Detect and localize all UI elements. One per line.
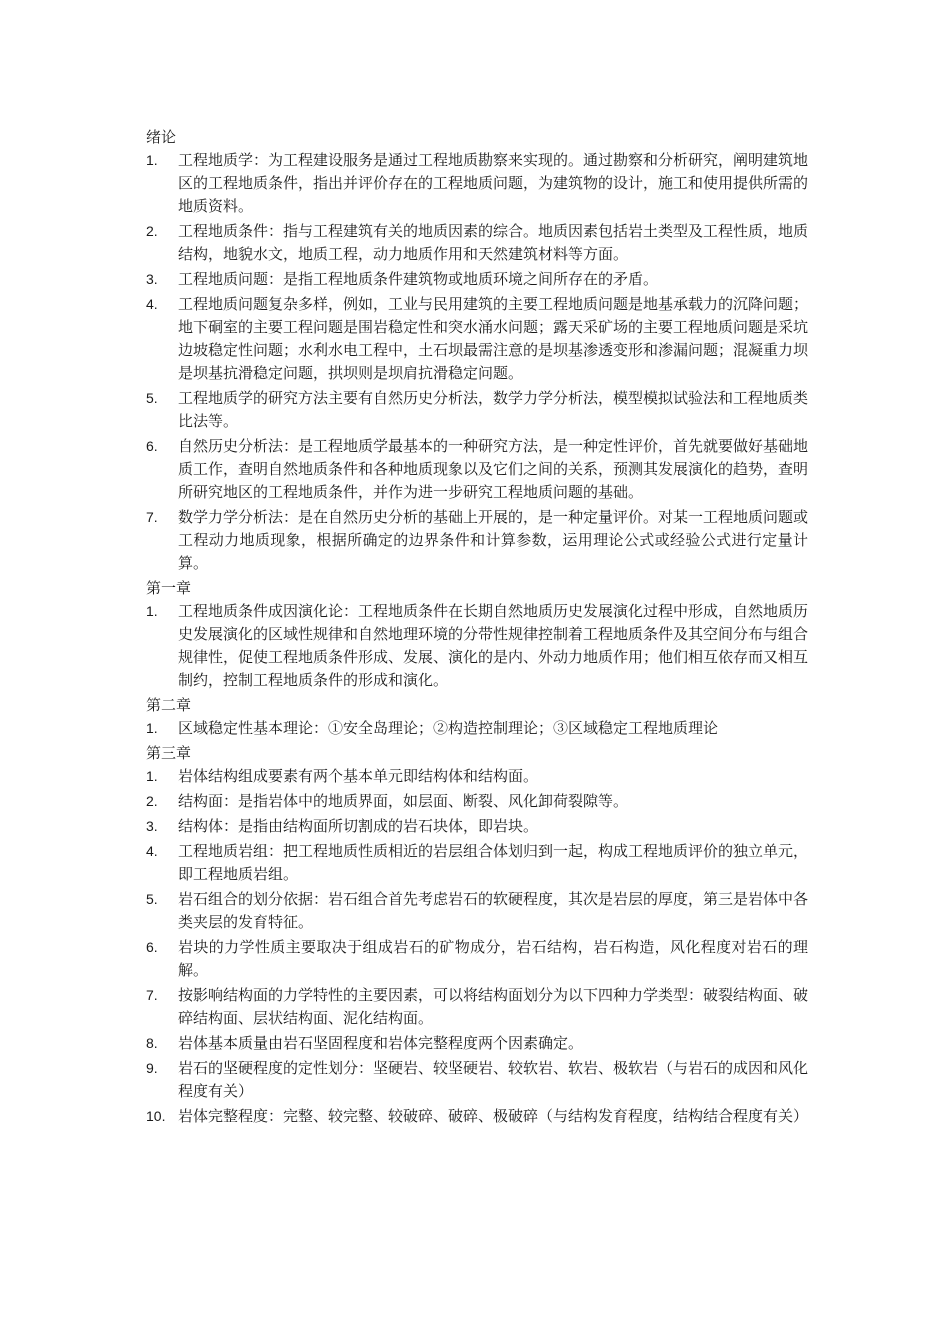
item-number: 5.	[146, 390, 158, 406]
item-number: 4.	[146, 296, 158, 312]
section-list	[146, 149, 808, 575]
item-number: 7.	[146, 987, 158, 1003]
item-number: 3.	[146, 271, 158, 287]
item-number: 9.	[146, 1060, 158, 1076]
section-heading: 第三章	[146, 744, 192, 762]
item-number: 1.	[146, 152, 158, 168]
item-text: 结构体：是指由结构面所切割成的岩石块体，即岩块。	[178, 817, 539, 835]
item-text: 岩体结构组成要素有两个基本单元即结构体和结构面。	[178, 767, 539, 785]
list-item	[146, 984, 808, 1030]
item-text: 工程地质岩组：把工程地质性质相近的岩层组合体划归到一起，构成工程地质评价的独立单元，即工程地质岩组。	[178, 842, 809, 883]
item-text: 岩石的坚硬程度的定性划分：坚硬岩、较坚硬岩、较软岩、软岩、极软岩（与岩石的成因和风化程度有关）	[178, 1059, 809, 1100]
item-text: 工程地质问题：是指工程地质条件建筑物或地质环境之间所存在的矛盾。	[178, 270, 659, 288]
item-text: 工程地质条件：指与工程建筑有关的地质因素的综合。地质因素包括岩土类型及工程性质，地质结构，地貌水文，地质工程，动力地质作用和天然建筑材料等方面。	[178, 222, 809, 263]
item-number: 2.	[146, 793, 158, 809]
section-heading: 绪论	[146, 128, 177, 146]
list-item	[146, 936, 808, 982]
list-item	[146, 435, 808, 504]
item-text: 工程地质学：为工程建设服务是通过工程地质勘察来实现的。通过勘察和分析研究，阐明建筑地区的工程地质条件，指出并评价存在的工程地质问题，为建筑物的设计，施工和使用提供所需的地质资料。	[178, 151, 809, 215]
section-list	[146, 600, 808, 692]
section-chapter-1	[146, 577, 808, 692]
item-text: 岩体基本质量由岩石坚固程度和岩体完整程度两个因素确定。	[178, 1034, 584, 1052]
item-text: 按影响结构面的力学特性的主要因素，可以将结构面划分为以下四种力学类型：破裂结构面、破碎结构面、层状结构面、泥化结构面。	[178, 986, 809, 1027]
item-number: 1.	[146, 768, 158, 784]
list-item	[146, 1057, 808, 1103]
item-text: 岩体完整程度：完整、较完整、较破碎、破碎、极破碎（与结构发育程度，结构结合程度有关）	[178, 1107, 809, 1125]
item-number: 8.	[146, 1035, 158, 1051]
item-text: 工程地质学的研究方法主要有自然历史分析法，数学力学分析法，模型模拟试验法和工程地质类比法等。	[178, 389, 809, 430]
list-item	[146, 815, 808, 838]
section-list	[146, 765, 808, 1128]
item-text: 自然历史分析法：是工程地质学最基本的一种研究方法，是一种定性评价，首先就要做好基础地质工作，查明自然地质条件和各种地质现象以及它们之间的关系，预测其发展演化的趋势，查明所研究地区的工程地质条件，并作为进一步研究工程地质问题的基础。	[178, 437, 809, 501]
section-heading: 第二章	[146, 696, 192, 714]
section-chapter-2	[146, 694, 808, 740]
list-item	[146, 293, 808, 385]
item-number: 1.	[146, 603, 158, 619]
list-item	[146, 600, 808, 692]
item-text: 岩石组合的划分依据：岩石组合首先考虑岩石的软硬程度，其次是岩层的厚度，第三是岩体中各类夹层的发育特征。	[178, 890, 809, 931]
list-item	[146, 717, 808, 740]
item-number: 3.	[146, 818, 158, 834]
item-text: 工程地质条件成因演化论：工程地质条件在长期自然地质历史发展演化过程中形成，自然地质历史发展演化的区域性规律和自然地理环境的分带性规律控制着工程地质条件及其空间分布与组合规律性，促使工程地质条件形成、发展、演化的是内、外动力地质作用；他们相互依存而又相互制约，控制工程地质条件的形成和演化。	[178, 602, 809, 689]
item-text: 结构面：是指岩体中的地质界面，如层面、断裂、风化卸荷裂隙等。	[178, 792, 629, 810]
item-number: 4.	[146, 843, 158, 859]
item-number: 10.	[146, 1108, 166, 1124]
item-number: 5.	[146, 891, 158, 907]
item-number: 2.	[146, 223, 158, 239]
item-number: 6.	[146, 438, 158, 454]
item-text: 数学力学分析法：是在自然历史分析的基础上开展的，是一种定量评价。对某一工程地质问题或工程动力地质现象，根据所确定的边界条件和计算参数，运用理论公式或经验公式进行定量计算。	[178, 508, 809, 572]
list-item	[146, 888, 808, 934]
list-item	[146, 765, 808, 788]
list-item	[146, 506, 808, 575]
list-item	[146, 790, 808, 813]
section-intro	[146, 126, 808, 575]
list-item	[146, 149, 808, 218]
section-list	[146, 717, 808, 740]
list-item	[146, 1032, 808, 1055]
list-item	[146, 387, 808, 433]
list-item	[146, 268, 808, 291]
item-text: 工程地质问题复杂多样，例如，工业与民用建筑的主要工程地质问题是地基承载力的沉降问题；地下硐室的主要工程问题是围岩稳定性和突水涌水问题；露天采矿场的主要工程地质问题是采坑边坡稳定性问题；水利水电工程中，土石坝最需注意的是坝基渗透变形和渗漏问题；混凝重力坝是坝基抗滑稳定问题，拱坝则是坝肩抗滑稳定问题。	[178, 295, 809, 382]
section-chapter-3	[146, 742, 808, 1128]
list-item	[146, 1105, 808, 1128]
list-item	[146, 220, 808, 266]
item-number: 7.	[146, 509, 158, 525]
item-number: 6.	[146, 939, 158, 955]
section-heading: 第一章	[146, 579, 192, 597]
item-text: 区域稳定性基本理论：①安全岛理论；②构造控制理论；③区域稳定工程地质理论	[178, 719, 719, 737]
document-page	[146, 126, 808, 1130]
item-text: 岩块的力学性质主要取决于组成岩石的矿物成分，岩石结构，岩石构造，风化程度对岩石的理解。	[178, 938, 808, 979]
list-item	[146, 840, 808, 886]
item-number: 1.	[146, 720, 158, 736]
